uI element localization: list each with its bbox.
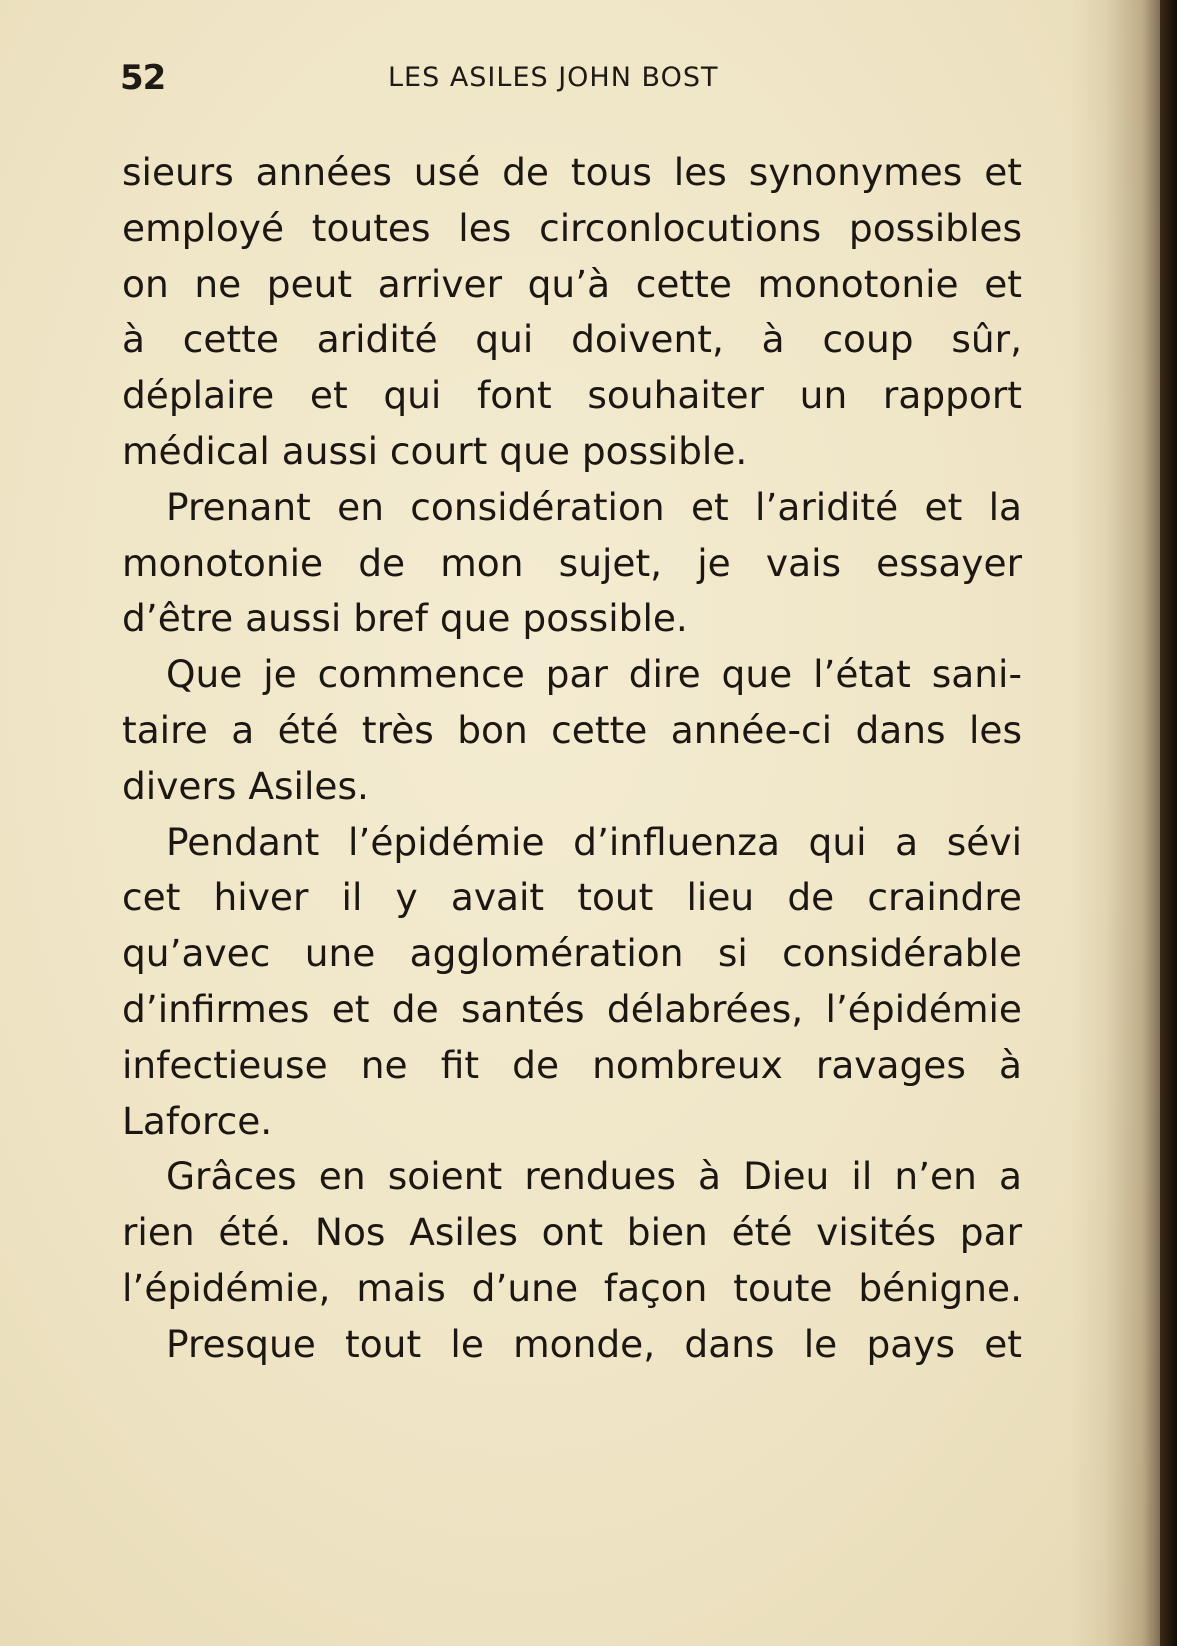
text-line: divers Asiles.: [122, 763, 369, 808]
text-line: infectieuse ne fit de nombreux ravages à: [122, 1042, 1022, 1087]
text-line: Pendant l’épidémie d’influenza qui a sévi: [166, 819, 1022, 864]
text-line: d’infirmes et de santés délabrées, l’épidémie: [122, 986, 1022, 1031]
text-line: Presque tout le monde, dans le pays et: [166, 1321, 1022, 1366]
text-line: Prenant en considération et l’aridité et la: [166, 484, 1022, 529]
text-line: Grâces en soient rendues à Dieu il n’en a: [166, 1154, 1022, 1199]
text-line: Laforce.: [122, 1098, 273, 1143]
text-line: on ne peut arriver qu’à cette monotonie et: [122, 261, 1022, 306]
text-line: médical aussi court que possible.: [122, 428, 748, 473]
text-line: cet hiver il y avait tout lieu de craindre: [122, 875, 1022, 920]
text-line: qu’avec une agglomération si considérable: [122, 931, 1022, 976]
text-line: monotonie de mon sujet, je vais essayer: [122, 540, 1022, 585]
text-line: l’épidémie, mais d’une façon toute bénigne.: [122, 1265, 1022, 1310]
text-line: taire a été très bon cette année-ci dans les: [122, 707, 1022, 752]
running-head: LES ASILES JOHN BOST: [388, 62, 719, 93]
text-line: déplaire et qui font souhaiter un rapport: [122, 373, 1022, 418]
text-line: d’être aussi bref que possible.: [122, 596, 688, 641]
text-line: employé toutes les circonlocutions possibles: [122, 205, 1022, 250]
text-line: Que je commence par dire que l’état sani-: [166, 652, 1022, 697]
page-edge-shadow: [1070, 0, 1160, 1646]
book-spine: [1160, 0, 1177, 1646]
page-header: [120, 58, 1020, 98]
text-line: sieurs années usé de tous les synonymes et: [122, 150, 1022, 194]
text-line: rien été. Nos Asiles ont bien été visités par: [122, 1210, 1022, 1255]
page-number: 52: [120, 58, 166, 98]
text-line: à cette aridité qui doivent, à coup sûr,: [122, 317, 1022, 362]
body-text: [122, 145, 1022, 1373]
